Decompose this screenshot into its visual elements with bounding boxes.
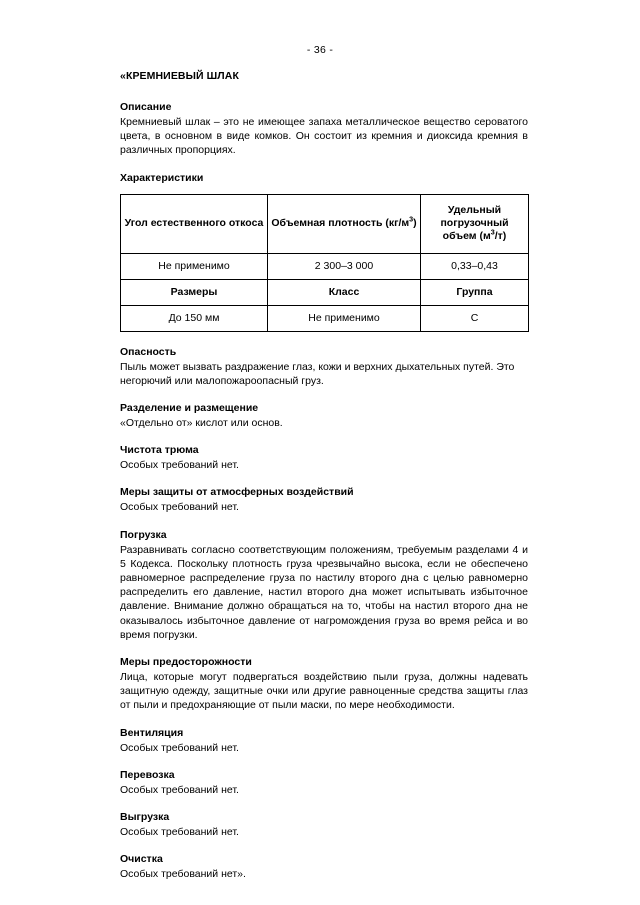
table-cell-angle-of-repose-header: Угол естественного откоса xyxy=(121,194,268,253)
table-cell-size-value: До 150 мм xyxy=(121,305,268,331)
table-cell-bulk-density-value: 2 300–3 000 xyxy=(268,253,421,279)
heading-ventilation: Вентиляция xyxy=(120,726,184,739)
table-cell-group-header: Группа xyxy=(421,279,529,305)
table-row xyxy=(121,305,529,331)
heading-loading: Погрузка xyxy=(120,528,167,541)
section-discharge xyxy=(120,810,528,839)
heading-clean-up: Очистка xyxy=(120,853,163,866)
table-cell-angle-of-repose-value: Не применимо xyxy=(121,253,268,279)
page-content xyxy=(120,0,528,881)
page-number: - 36 - xyxy=(306,44,334,56)
table-cell-group-value: С xyxy=(421,305,529,331)
section-hold-cleanliness xyxy=(120,443,528,472)
body-description: Кремниевый шлак – это не имеющее запаха металлическое вещество сероватого цвета, в основном в виде комков. Он состоит из кремния и диоксида кремния в различных пропорциях. xyxy=(120,116,528,157)
section-loading xyxy=(120,528,528,642)
section-weather-precautions xyxy=(120,485,528,514)
body-precautions: Лица, которые могут подвергаться воздействию пыли груза, должны надевать защитную одежду, защитные очки или другие равноценные средства защиты глаз от пыли и предохраняющие от пыли маски, по мере необходимости. xyxy=(120,671,528,712)
heading-characteristics: Характеристики xyxy=(120,171,204,184)
section-segregation xyxy=(120,401,528,430)
section-carriage xyxy=(120,768,528,797)
heading-carriage: Перевозка xyxy=(120,768,175,781)
characteristics-table-wrapper xyxy=(120,194,528,332)
table-cell-size-header: Размеры xyxy=(121,279,268,305)
table-row xyxy=(121,253,529,279)
table-cell-stowage-factor-value: 0,33–0,43 xyxy=(421,253,529,279)
body-carriage: Особых требований нет. xyxy=(120,783,239,796)
heading-precautions: Меры предосторожности xyxy=(120,656,252,669)
section-description xyxy=(120,100,528,158)
body-hazard: Пыль может вызвать раздражение глаз, кожи и верхних дыхательных путей. Это негорючий или малопожароопасный груз. xyxy=(120,360,515,387)
table-row xyxy=(121,279,529,305)
characteristics-table xyxy=(120,194,529,332)
section-hazard xyxy=(120,345,528,388)
section-characteristics xyxy=(120,171,528,332)
table-cell-class-value: Не применимо xyxy=(268,305,421,331)
heading-segregation: Разделение и размещение xyxy=(120,402,259,415)
body-clean-up: Особых требований нет». xyxy=(120,868,246,881)
section-ventilation xyxy=(120,726,528,755)
body-segregation: «Отдельно от» кислот или основ. xyxy=(120,417,283,430)
heading-hold-cleanliness: Чистота трюма xyxy=(120,444,199,457)
section-clean-up xyxy=(120,852,528,881)
heading-hazard: Опасность xyxy=(120,345,177,358)
heading-weather-precautions: Меры защиты от атмосферных воздействий xyxy=(120,486,354,499)
table-cell-stowage-factor-header: Удельный погрузочный объем $(м^3/т)$ xyxy=(421,194,529,253)
body-weather-precautions: Особых требований нет. xyxy=(120,501,239,514)
section-precautions xyxy=(120,655,528,713)
body-ventilation: Особых требований нет. xyxy=(120,741,239,754)
table-row xyxy=(121,194,529,253)
heading-discharge: Выгрузка xyxy=(120,811,170,824)
table-cell-class-header: Класс xyxy=(268,279,421,305)
table-cell-bulk-density-header: Объемная плотность $(кг/м^3)$ xyxy=(268,194,421,253)
body-discharge: Особых требований нет. xyxy=(120,826,239,839)
body-hold-cleanliness: Особых требований нет. xyxy=(120,459,239,472)
characteristics-table-body xyxy=(121,194,529,331)
heading-description: Описание xyxy=(120,101,172,113)
page-title: «КРЕМНИЕВЫЙ ШЛАК xyxy=(120,70,239,82)
body-loading: Разравнивать согласно соответствующим положениям, требуемым разделами 4 и 5 Кодекса. Поскольку плотность груза чрезвычайно высока, если не обеспечено равномерное распределение груза по настилу второго дна с целью равномерно распределить его давление, настил второго дна может испытывать избыточное давление. Внимание должно обращаться на то, чтобы на настил второго дна не оказывалось избыточное давление от нагромождения груза во время рейса и во время погрузки. xyxy=(120,543,528,641)
